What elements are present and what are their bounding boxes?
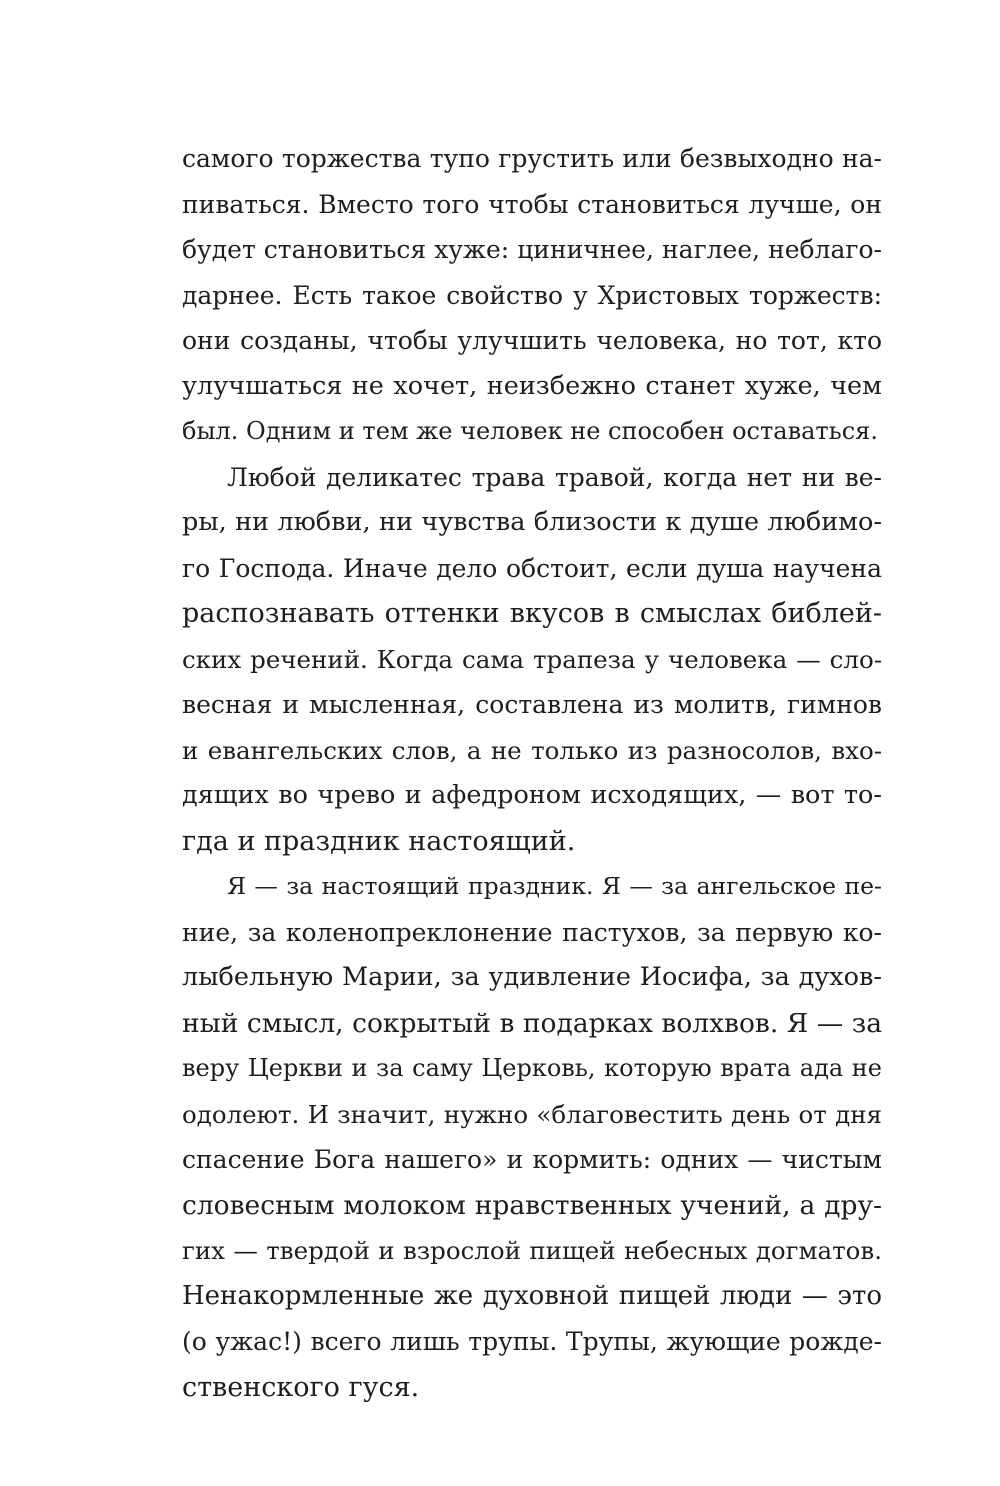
paragraph-1 bbox=[182, 136, 882, 455]
text-line: ние, за коленопреклонение пастухов, за первую ко- bbox=[182, 917, 882, 947]
text-line: лыбельную Марии, за удивление Иосифа, за духов- bbox=[182, 962, 882, 992]
text-line: ственского гуся. bbox=[182, 1371, 420, 1403]
text-line: Ненакормленные же духовной пищей люди — это bbox=[182, 1280, 882, 1311]
text-line: спасение Бога нашего» и кормить: одних — чистым bbox=[182, 1145, 882, 1174]
text-line: веру Церкви и за саму Церковь, которую врата ада не bbox=[182, 1054, 882, 1082]
text-line: распознавать оттенки вкусов в смыслах библей- bbox=[182, 598, 882, 629]
text-line: был. Одним и тем же человек не способен оставаться. bbox=[182, 417, 878, 445]
text-line: ских речений. Когда сама трапеза у человека — сло- bbox=[182, 644, 882, 674]
text-line: дящих во чрево и афедроном исходящих, — вот то- bbox=[182, 780, 882, 810]
text-line: Я — за настоящий праздник. Я — за ангельское пе- bbox=[227, 872, 882, 900]
text-line: (о ужас!) всего лишь трупы. Трупы, жующие рожде- bbox=[182, 1327, 882, 1356]
text-line: Любой деликатес трава травой, когда нет ни ве- bbox=[227, 462, 882, 492]
text-line: самого торжества тупо грустить или безвыходно на- bbox=[182, 144, 882, 173]
text-line: пиваться. Вместо того чтобы становиться лучше, он bbox=[182, 189, 882, 219]
paragraph-3 bbox=[182, 864, 882, 1410]
text-line: будет становиться хуже: циничнее, наглее, неблаго- bbox=[182, 235, 882, 264]
text-line: ный смысл, сокрытый в подарках волхвов. Я — за bbox=[182, 1007, 882, 1039]
text-line: улучшаться не хочет, неизбежно станет хуже, чем bbox=[182, 370, 882, 401]
text-line: одолеют. И значит, нужно «благовестить день от дня bbox=[182, 1099, 882, 1129]
text-line: гда и праздник настоящий. bbox=[182, 825, 576, 857]
text-line: словесным молоком нравственных учений, а дру- bbox=[182, 1189, 882, 1221]
text-line: они созданы, чтобы улучшить человека, но тот, кто bbox=[182, 326, 882, 355]
text-line: весная и мысленная, составлена из молитв, гимнов bbox=[182, 690, 882, 719]
text-line: го Господа. Иначе дело обстоит, если душа научена bbox=[182, 553, 882, 583]
text-line: и евангельских слов, а не только из разносолов, вхо- bbox=[182, 735, 882, 765]
body-text bbox=[182, 136, 882, 1410]
paragraph-2 bbox=[182, 455, 882, 865]
text-line: дарнее. Есть такое свойство у Христовых торжеств: bbox=[182, 280, 882, 310]
text-line: гих — твердой и взрослой пищей небесных догматов. bbox=[182, 1236, 882, 1265]
text-line: ры, ни любви, ни чувства близости к душе любимо- bbox=[182, 507, 882, 537]
